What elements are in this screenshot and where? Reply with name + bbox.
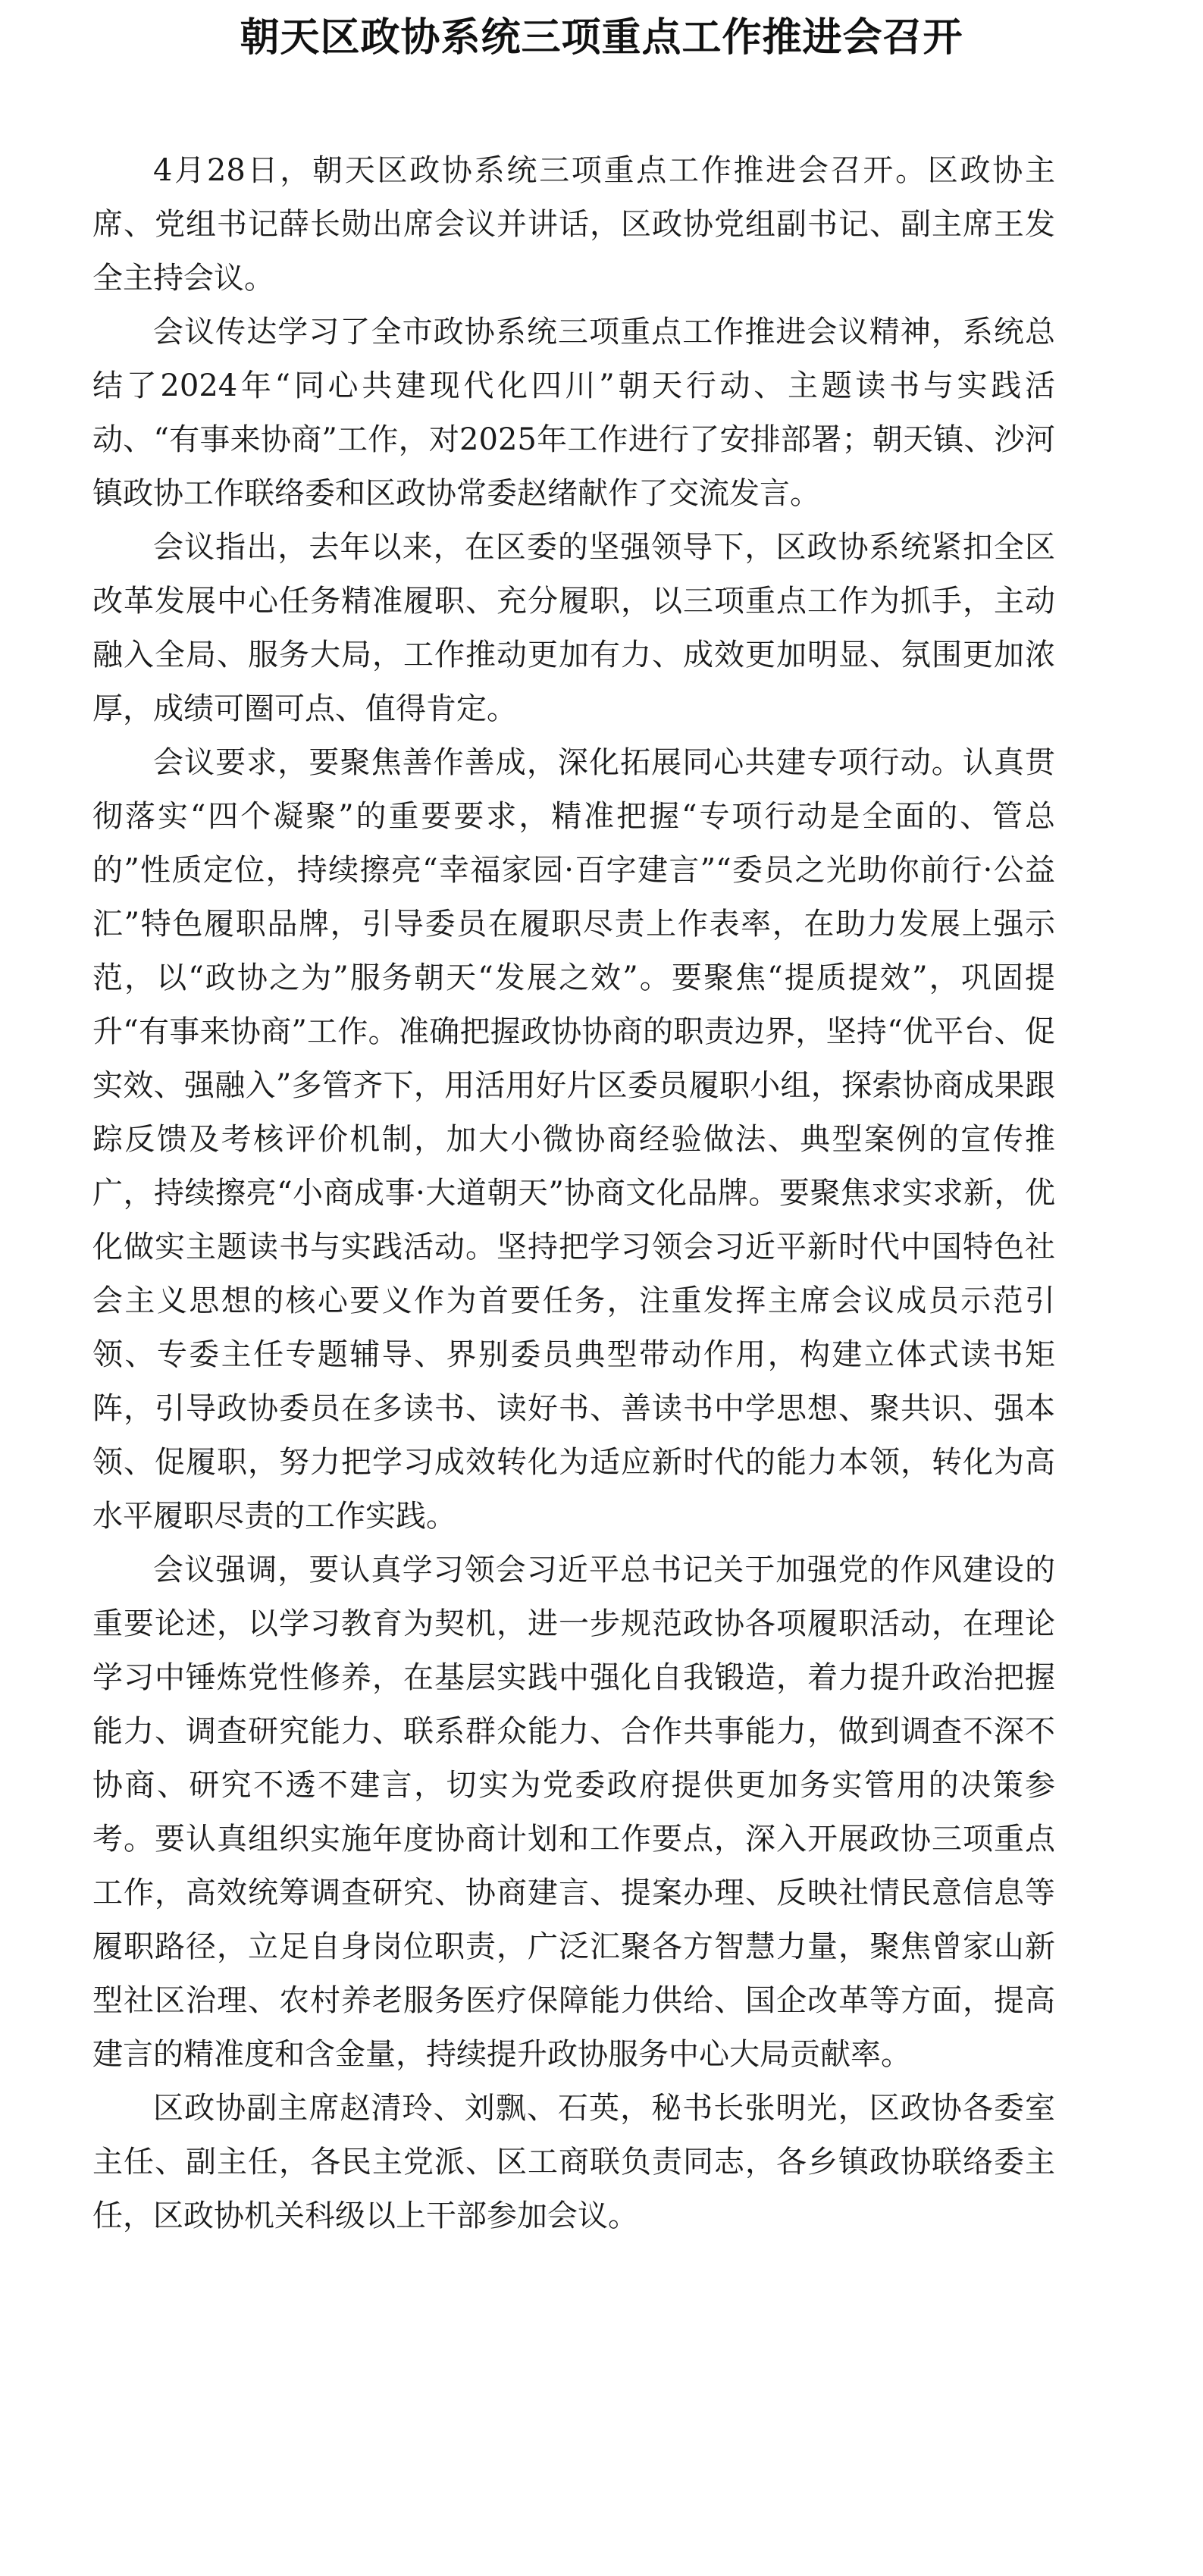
paragraph-meeting-emphasis: 会议强调，要认真学习领会习近平总书记关于加强党的作风建设的重要论述，以学习教育为契机，进一步规范政协各项履职活动，在理论学习中锤炼党性修养，在基层实践中强化自我锻造，着力提升政治把握能力、调查研究能力、联系群众能力、合作共事能力，做到调查不深不协商、研究不透不建言，切实为党委政府提供更加务实管用的决策参考。要认真组织实施年度协商计划和工作要点，深入开展政协三项重点工作，高效统筹调查研究、协商建言、提案办理、反映社情民意信息等履职路径，立足自身岗位职责，广泛汇聚各方智慧力量，聚焦曾家山新型社区治理、农村养老服务医疗保障能力供给、国企改革等方面，提高建言的精准度和含金量，持续提升政协服务中心大局贡献率。 [92,1553,1055,2072]
article-body [92,144,1055,2243]
paragraph-meeting-content: 会议传达学习了全市政协系统三项重点工作推进会议精神，系统总结了2024年“同心共建现代化四川”朝天行动、主题读书与实践活动、“有事来协商”工作，对2025年工作进行了安排部署；朝天镇、沙河镇政协工作联络委和区政协常委赵绪献作了交流发言。 [92,315,1055,511]
paragraph-meeting-opening: 4月28日，朝天区政协系统三项重点工作推进会召开。区政协主席、党组书记薛长勋出席会议并讲话，区政协党组副书记、副主席王发全主持会议。 [92,153,1055,296]
paragraph-meeting-points: 会议指出，去年以来，在区委的坚强领导下，区政协系统紧扣全区改革发展中心任务精准履职、充分履职，以三项重点工作为抓手，主动融入全局、服务大局，工作推动更加有力、成效更加明显、氛围更加浓厚，成绩可圈可点、值得肯定。 [92,530,1055,726]
paragraph-meeting-requirements: 会议要求，要聚焦善作善成，深化拓展同心共建专项行动。认真贯彻落实“四个凝聚”的重要要求，精准把握“专项行动是全面的、管总的”性质定位，持续擦亮“幸福家园·百字建言”“委员之光助你前行·公益汇”特色履职品牌，引导委员在履职尽责上作表率，在助力发展上强示范，以“政协之为”服务朝天“发展之效”。要聚焦“提质提效”，巩固提升“有事来协商”工作。准确把握政协协商的职责边界，坚持“优平台、促实效、强融入”多管齐下，用活用好片区委员履职小组，探索协商成果跟踪反馈及考核评价机制，加大小微协商经验做法、典型案例的宣传推广，持续擦亮“小商成事·大道朝天”协商文化品牌。要聚焦求实求新，优化做实主题读书与实践活动。坚持把学习领会习近平新时代中国特色社会主义思想的核心要义作为首要任务，注重发挥主席会议成员示范引领、专委主任专题辅导、界别委员典型带动作用，构建立体式读书矩阵，引导政协委员在多读书、读好书、善读书中学思想、聚共识、强本领、促履职，努力把学习成效转化为适应新时代的能力本领，转化为高水平履职尽责的工作实践。 [92,745,1055,1534]
article-title: 朝天区政协系统三项重点工作推进会召开 [240,14,963,61]
paragraph-attendees: 区政协副主席赵清玲、刘飘、石英，秘书长张明光，区政协各委室主任、副主任，各民主党派、区工商联负责同志，各乡镇政协联络委主任，区政协机关科级以上干部参加会议。 [92,2091,1055,2233]
